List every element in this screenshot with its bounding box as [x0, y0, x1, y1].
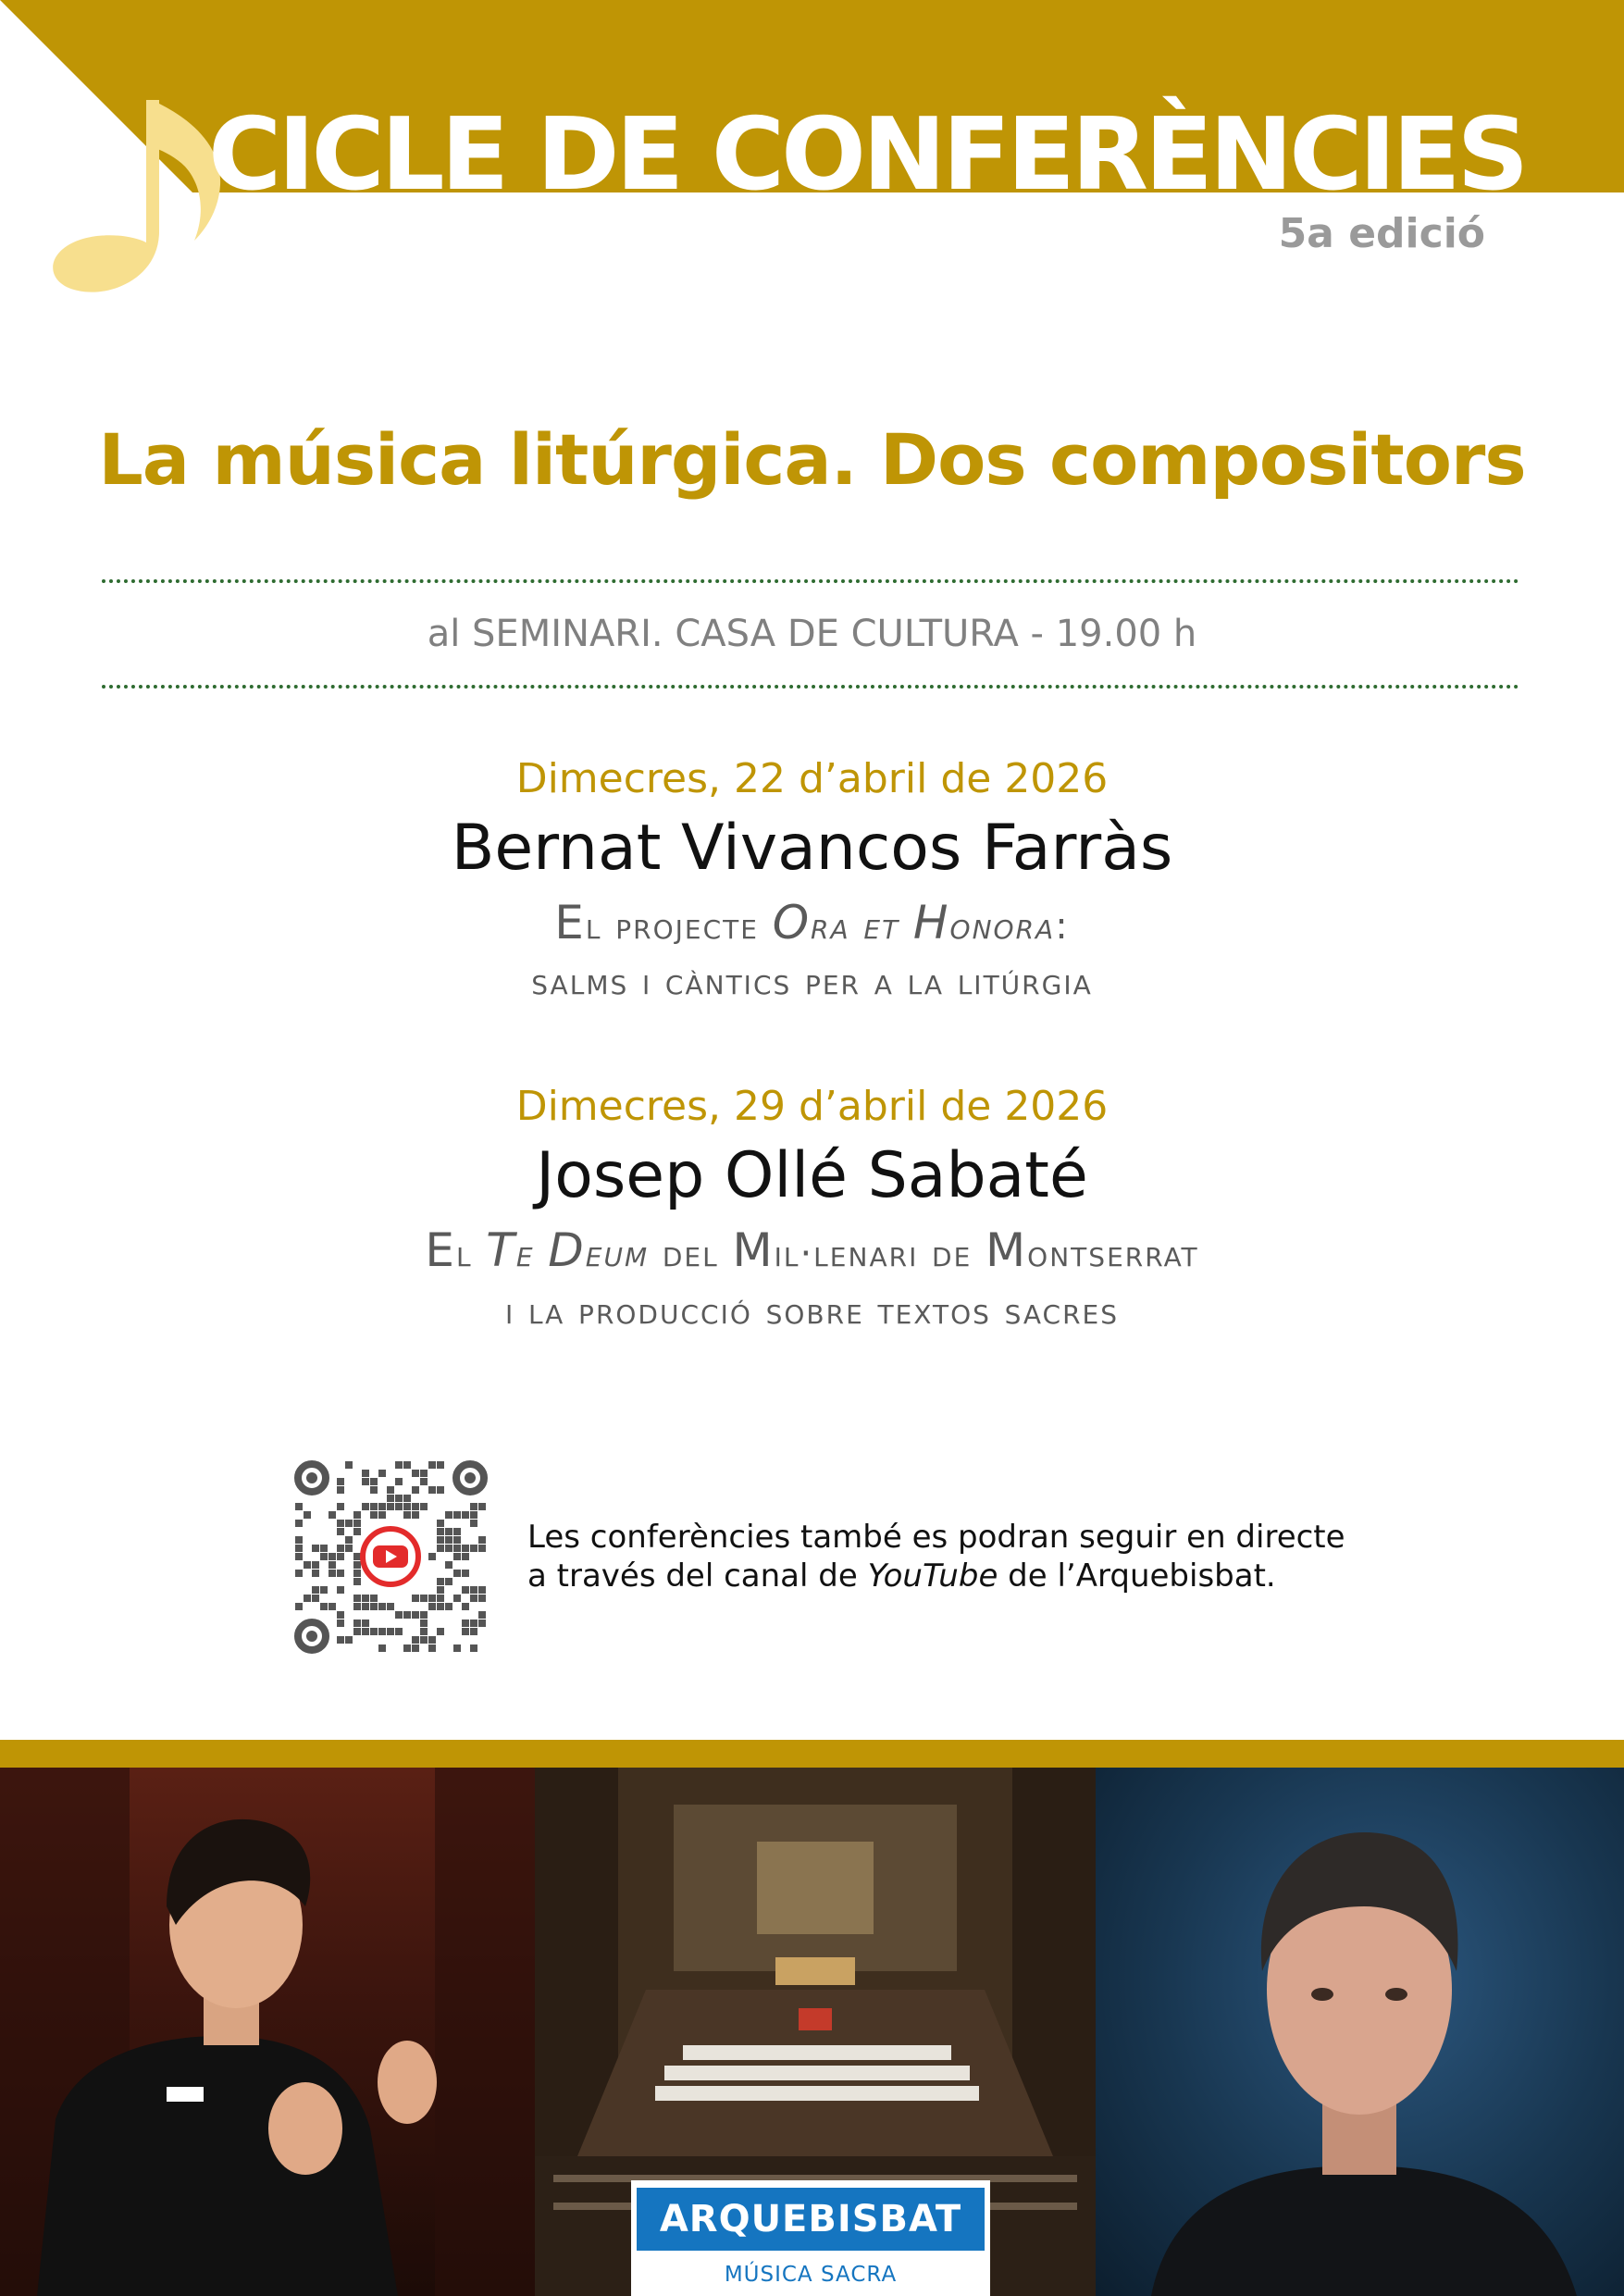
- bottom-divider: [102, 685, 1519, 689]
- stream-line-2-part-c: de l’Arquebisbat.: [998, 1558, 1276, 1595]
- music-note-icon: [46, 93, 231, 315]
- stream-notice: [527, 1518, 1499, 1601]
- stream-line-2: [527, 1557, 1499, 1595]
- youtube-link[interactable]: YouTube: [867, 1558, 998, 1595]
- event-2-topic-line-1: [0, 1222, 1624, 1279]
- archbishopric-logo[interactable]: [631, 2180, 990, 2296]
- event-1-date: Dimecres, 22 d’abril de 2026: [515, 755, 1109, 802]
- event-2-topic-part-a: El: [425, 1223, 473, 1277]
- series-title: CICLE DE CONFERÈNCIES: [208, 97, 1526, 213]
- event-1-topic-title: Ora et Honora: [772, 896, 1056, 949]
- edition-label: 5a edició: [1278, 210, 1485, 257]
- event-1-topic-line-2: salms i càntics per a la litúrgia: [531, 961, 1093, 1003]
- event-1-topic-part-c: :: [1055, 905, 1070, 948]
- conductor-photo: [0, 1768, 535, 2296]
- stream-line-2-part-a: a través del canal de: [527, 1558, 868, 1595]
- qr-code-icon[interactable]: [291, 1458, 490, 1657]
- event-1-topic-part-a: El projecte: [554, 896, 759, 949]
- venue-time: al SEMINARI. CASA DE CULTURA - 19.00 h: [427, 613, 1197, 655]
- logo-subtitle: MÚSICA SACRA: [724, 2263, 898, 2287]
- top-divider: [102, 579, 1519, 583]
- stream-line-1: Les conferències també es podran seguir en directe: [527, 1519, 1345, 1556]
- event-2-topic-title: Te Deum: [486, 1223, 650, 1277]
- logo-wordmark: ARQUEBISBAT: [637, 2188, 985, 2251]
- youtube-play-icon: [363, 1529, 418, 1584]
- main-title: La música litúrgica. Dos compositors: [98, 418, 1526, 501]
- event-1-topic-line-1: [0, 894, 1624, 951]
- portrait-photo: [1096, 1768, 1624, 2296]
- event-2-speaker: Josep Ollé Sabaté: [536, 1139, 1088, 1212]
- event-2-date: Dimecres, 29 d’abril de 2026: [515, 1083, 1109, 1130]
- event-1-speaker: Bernat Vivancos Farràs: [451, 812, 1173, 885]
- event-2-topic-part-c: del Mil·lenari de Montserrat: [662, 1223, 1199, 1277]
- event-2-topic-line-2: i la producció sobre textos sacres: [504, 1290, 1120, 1333]
- footer-gold-bar: [0, 1740, 1624, 1768]
